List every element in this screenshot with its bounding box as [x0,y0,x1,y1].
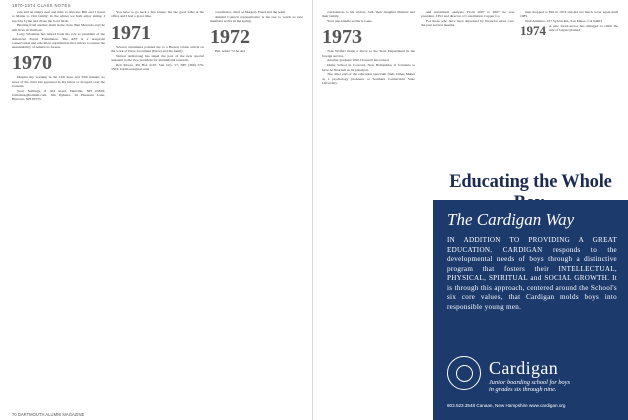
page-folio: 70 DARTMOUTH ALUMNI MAGAZINE [12,412,85,417]
cardigan-logo [447,356,617,396]
right-column-2 [421,10,514,170]
ad-panel [433,200,628,420]
running-head: 1970-1974 CLASS NOTES [12,3,71,8]
left-page [0,0,313,420]
class-note-paragraph: The other end of the education spectrum finds James Maher as a psychology professor at Southern Connecticut State University. [322,72,415,85]
class-note-paragraph: Another graduate Walt Clenwell has retired. [327,58,390,63]
class-note-paragraph: You have to go back a few issues, but the good folks at the office and I had a great time. [111,10,204,19]
logo-tagline-line: in grades six through nine. [489,386,557,393]
class-year-heading: 1974 [520,22,546,38]
ad-headline: Educating the Whole [449,172,612,192]
class-note-paragraph: Tom Wolfert made a move to the State Department in the foreign service. [322,49,415,58]
ad-contact-line: 603.523.3548 Canaan, New Hampshire www.cardigan.org [447,403,566,408]
ad-body-text: IN ADDITION TO PROVIDING A GREAT EDUCATION, CARDIGAN responds to the developmental needs of boys through a distinctive program that fosters their INTELLECTUAL, PHYSICAL, SPIRITUAL and SOCIAL GROWTH. It is through this approach, centered around the School's six core values, that Cardigan molds boys into responsible young men. [447,236,617,311]
class-note-paragraph: condolences to his widow, Jodi, their daughter Melissa and their family. [322,10,415,19]
class-note-paragraph: Your one-bundle scribe is Gene. [327,19,373,24]
logo-tagline [489,379,570,393]
class-year-heading: 1972 [210,26,250,49]
class-1974-lead [520,22,618,38]
class-contact: Scott Stallings, 8 Old Road, Danville, NH 03819; bollomus@hotmail.com. Jim Dykstra, 19 Pheasant Lane, Hanover, NH 03755. [12,88,105,102]
class-note-paragraph: Hearing from another alum in the class, Ben Mercado says he still lives in Vermont. [12,23,105,32]
class-year-heading: 1973 [322,26,362,49]
logo-wordmark: Cardigan [489,358,559,378]
class-note-paragraph: For those who have been depressed by financial news over the past several months. [421,19,514,28]
class-contact: Rob Moore, PO Box 2197, Sun City, 57; NH; (360) 270-3503; bobmoore@aol.com [111,62,204,71]
class-note-paragraph: Larry Wiseman has retired from his role as president of the American Forest Foundation. The AFF is a nonprofit conservation and education organization that strives to ensure the sustainability of America's forests. [12,32,105,50]
left-column-2 [111,10,204,410]
cardigan-advertisement[interactable] [433,172,628,420]
class-note-paragraph: Nelson Armstrong has taken the post of the new special assistant to the vice president for institutional research. [111,53,204,62]
class-note-paragraph: Alumni Council representative is the one to watch as new members arrive in the spring. [210,14,303,24]
left-column-3 [210,10,303,410]
class-note-paragraph: and investment analysis. From 2007 to 2007 he was president, CEO and director of Constitution Copper Co. [421,10,514,19]
class-year-heading: 1971 [111,21,151,44]
class-contact: Walt Armento, 227 Sylvan Rd., San Mateo, CA 94403 [525,19,602,24]
right-column-1 [322,10,415,410]
school-seal-icon [447,356,481,390]
class-note-paragraph: A new forest-sector has emerged to claim the title of largest planted [549,23,618,33]
class-year-heading: 1970 [12,52,52,75]
logo-tagline-line: Junior boarding school for boys [489,379,570,386]
class-note-paragraph: Hal, noble '72 he and [215,49,246,54]
class-note-paragraph: Several classmates pointed me to a Boston Globe article on the work of Dave Grossman (Dave) and his family. [111,44,204,53]
right-column-3 [520,10,618,170]
class-note-paragraph: coordinator, chief of Margery Freed and the team. [215,10,286,14]
class-note-paragraph: role and an empty nest and time to relocate. Bill and I travel to Maine to visit family; in the winter we both enjoy skiing. I teach in Lyme and chase the local birds. [12,10,105,23]
class-note-paragraph: Despite my warning in the 12th hour and 59th minute, no news of the class has appeared in my inbox or dropped over the transom. [12,75,105,88]
class-note-paragraph: then dropped to $50 in 1974 and did not much cover again until 1985. [520,10,618,19]
left-column-1 [12,10,105,410]
ad-subheadline: The Cardigan Way [447,210,575,229]
class-note-paragraph: Dame School in Concord, New Hampshire, is fortunate to have Al Nearnall as its principal. [322,63,415,72]
